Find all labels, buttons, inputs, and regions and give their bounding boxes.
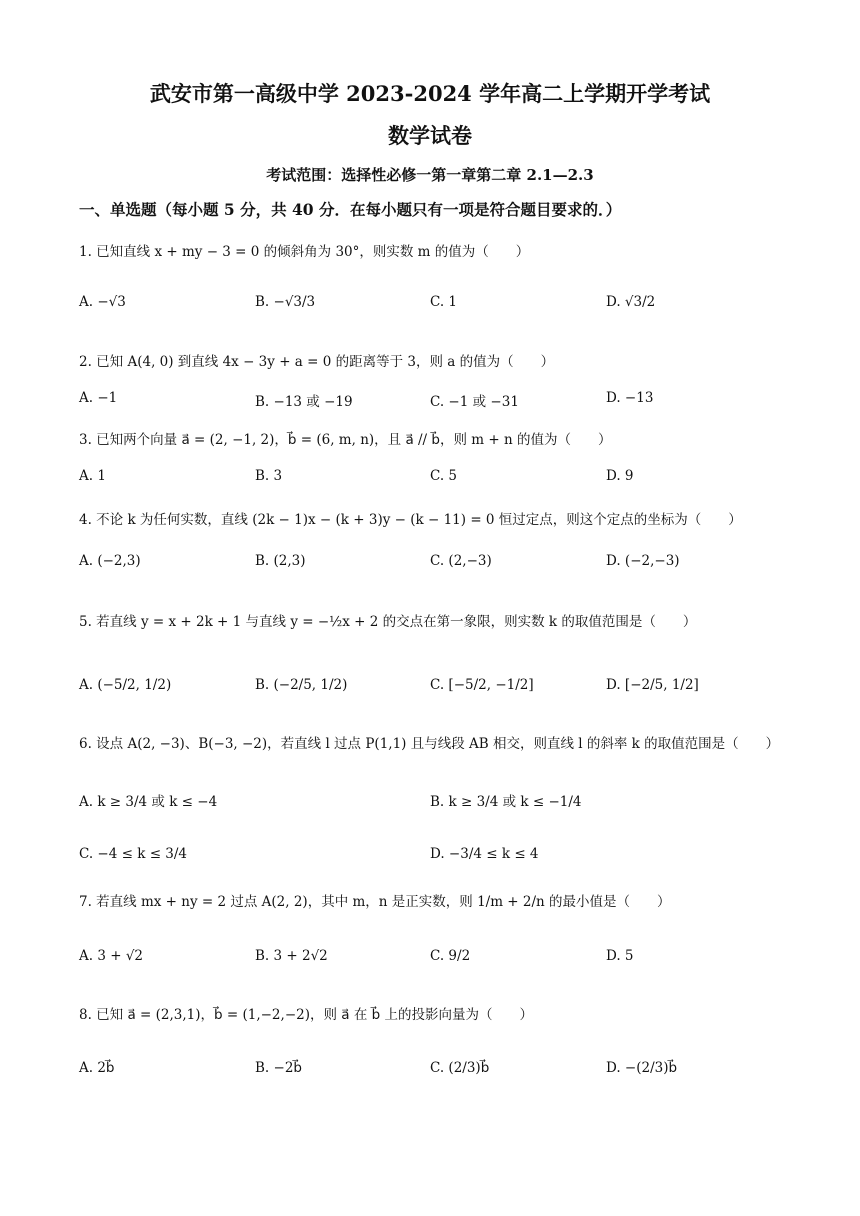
exam-scope: 考试范围：选择性必修一第一章第二章 2.1—2.3 bbox=[266, 166, 594, 184]
question-7-option-a: A. 3 + √2 bbox=[79, 948, 144, 964]
section-title: 一、单选题（每小题 5 分，共 40 分．在每小题只有一项是符合题目要求的．） bbox=[79, 200, 622, 219]
question-2-option-a: A. −1 bbox=[79, 390, 118, 406]
question-4-option-d: D. (−2,−3) bbox=[606, 553, 680, 569]
question-4-stem: 4. 不论 k 为任何实数，直线 (2k − 1)x − (k + 3)y − (k − 11) = 0 恒过定点，则这个定点的坐标为（ ） bbox=[79, 512, 742, 528]
question-1-option-d: D. √3/2 bbox=[606, 294, 656, 310]
question-1-option-a: A. −√3 bbox=[79, 294, 126, 310]
question-4-option-c: C. (2,−3) bbox=[430, 553, 492, 569]
question-4-option-a: A. (−2,3) bbox=[79, 553, 141, 569]
question-8-option-b: B. −2b⃗ bbox=[255, 1060, 302, 1076]
exam-title: 武安市第一高级中学 2023-2024 学年高二上学期开学考试 bbox=[149, 81, 711, 106]
question-6-option-c: C. −4 ≤ k ≤ 3/4 bbox=[79, 846, 188, 862]
question-5-stem: 5. 若直线 y = x + 2k + 1 与直线 y = −½x + 2 的交点在第一象限，则实数 k 的取值范围是（ ） bbox=[79, 614, 697, 630]
question-5-option-c: C. [−5/2, −1/2] bbox=[430, 677, 534, 693]
question-4-option-b: B. (2,3) bbox=[255, 553, 306, 569]
question-7-option-b: B. 3 + 2√2 bbox=[255, 948, 328, 964]
question-1-option-b: B. −√3/3 bbox=[255, 294, 316, 310]
question-3-option-a: A. 1 bbox=[79, 468, 106, 484]
question-7-option-c: C. 9/2 bbox=[430, 948, 471, 964]
question-2-option-d: D. −13 bbox=[606, 390, 654, 406]
question-1-stem: 1. 已知直线 x + my − 3 = 0 的倾斜角为 30°，则实数 m 的值为（ ） bbox=[79, 244, 530, 260]
question-6-option-b: B. k ≥ 3/4 或 k ≤ −1/4 bbox=[430, 794, 582, 810]
question-8-stem: 8. 已知 a⃗ = (2,3,1)，b⃗ = (1,−2,−2)，则 a⃗ 在 b⃗ 上的投影向量为（ ） bbox=[79, 1007, 533, 1023]
exam-subtitle: 数学试卷 bbox=[388, 123, 472, 148]
question-2-stem: 2. 已知 A(4, 0) 到直线 4x − 3y + a = 0 的距离等于 3，则 a 的值为（ ） bbox=[79, 354, 555, 370]
question-8-option-d: D. −(2/3)b⃗ bbox=[606, 1060, 678, 1076]
question-6-option-d: D. −3/4 ≤ k ≤ 4 bbox=[430, 846, 539, 862]
question-1-option-c: C. 1 bbox=[430, 294, 458, 310]
question-5-option-a: A. (−5/2, 1/2) bbox=[79, 677, 172, 693]
question-5-option-d: D. [−2/5, 1/2] bbox=[606, 677, 699, 693]
question-3-option-c: C. 5 bbox=[430, 468, 458, 484]
question-3-stem: 3. 已知两个向量 a⃗ = (2, −1, 2)，b⃗ = (6, m, n)，且 a⃗ // b⃗，则 m + n 的值为（ ） bbox=[79, 432, 612, 448]
question-8-option-c: C. (2/3)b⃗ bbox=[430, 1060, 490, 1076]
question-5-option-b: B. (−2/5, 1/2) bbox=[255, 677, 348, 693]
question-2-option-b: B. −13 或 −19 bbox=[255, 394, 353, 410]
question-6-option-a: A. k ≥ 3/4 或 k ≤ −4 bbox=[79, 794, 218, 810]
question-6-stem: 6. 设点 A(2, −3)、B(−3, −2)，若直线 l 过点 P(1,1) 且与线段 AB 相交，则直线 l 的斜率 k 的取值范围是（ ） bbox=[79, 736, 780, 752]
question-8-option-a: A. 2b⃗ bbox=[79, 1060, 115, 1076]
question-7-stem: 7. 若直线 mx + ny = 2 过点 A(2, 2)，其中 m，n 是正实数，则 1/m + 2/n 的最小值是（ ） bbox=[79, 894, 671, 910]
question-3-option-d: D. 9 bbox=[606, 468, 634, 484]
question-2-option-c: C. −1 或 −31 bbox=[430, 394, 519, 410]
question-7-option-d: D. 5 bbox=[606, 948, 634, 964]
question-3-option-b: B. 3 bbox=[255, 468, 283, 484]
